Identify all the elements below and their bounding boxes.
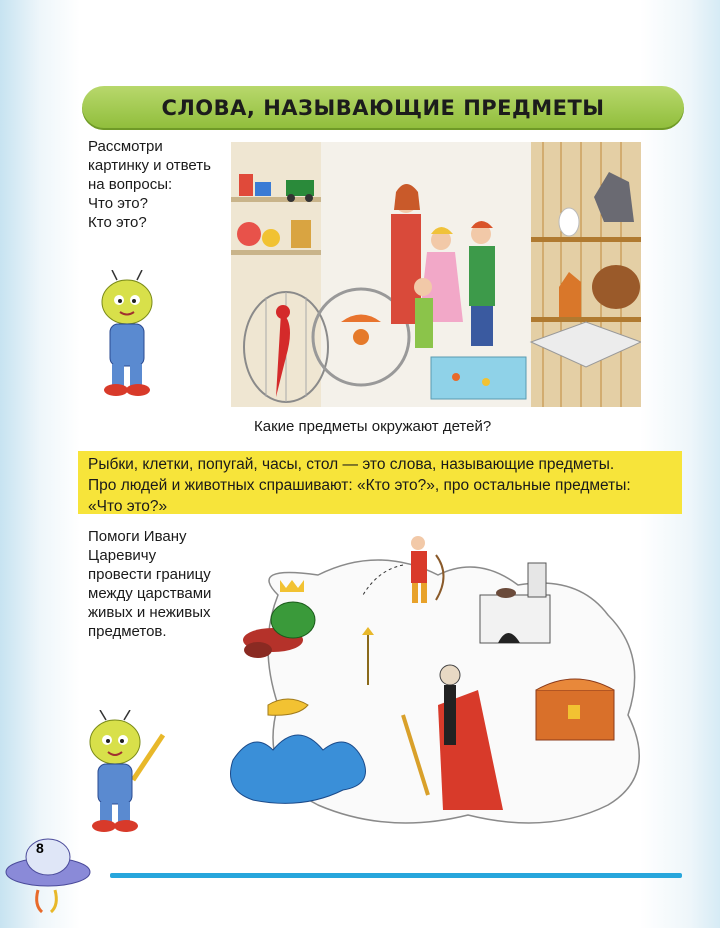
rule-box (78, 451, 682, 514)
rule-line: «Что это?» (88, 498, 168, 515)
task-1-text (88, 137, 228, 232)
alien-character-thinking (92, 270, 162, 400)
rule-line: Рыбки, клетки, попугай, часы, стол — это слова, называющие предметы. (88, 456, 615, 473)
alien-character-with-pencil (78, 710, 168, 835)
task-1-line: на вопросы: (88, 176, 173, 193)
task-2-line: Помоги Ивану Царевичу (88, 528, 187, 564)
task-2-line: провести границу (88, 566, 211, 583)
page-number: 8 (36, 840, 44, 856)
task-1-line: Рассмотри (88, 138, 163, 155)
task-1-line: Кто это? (88, 214, 147, 231)
page-title: СЛОВА, НАЗЫВАЮЩИЕ ПРЕДМЕТЫ (161, 96, 605, 120)
task-2-line: между царствами (88, 585, 212, 602)
illustration-question: Какие предметы окружают детей? (254, 418, 492, 435)
task-2-line: живых и неживых (88, 604, 211, 621)
ufo-page-badge (0, 832, 100, 922)
rule-line: Про людей и животных спрашивают: «Кто это?», про остальные предметы: (88, 477, 631, 494)
task-2-line: предметов. (88, 623, 167, 640)
pet-shop-illustration (231, 142, 641, 407)
fairy-tale-objects-illustration (218, 525, 658, 830)
page-title-bar (82, 86, 684, 130)
task-1-line: картинку и ответь (88, 157, 211, 174)
task-1-line: Что это? (88, 195, 148, 212)
footer-rule (110, 873, 682, 878)
